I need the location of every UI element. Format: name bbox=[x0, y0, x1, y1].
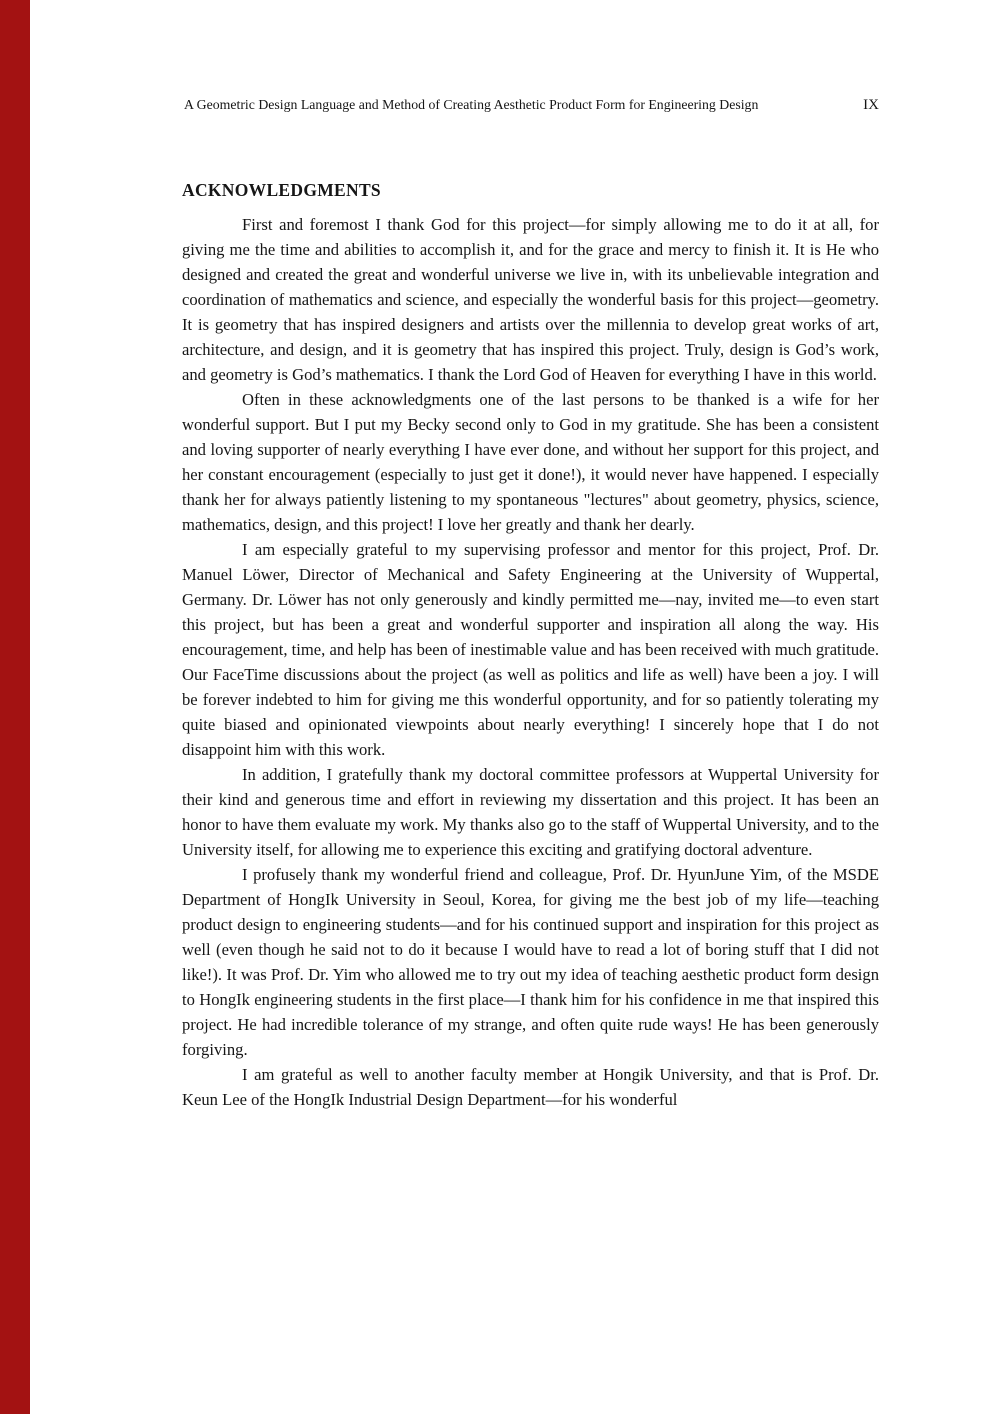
paragraph-4: In addition, I gratefully thank my doctoral committee professors at Wuppertal University for their kind and generous time and effort in reviewing my dissertation and this project. It has been an honor to have them evaluate my work. My thanks also go to the staff of Wuppertal University, and to the University itself, for allowing me to experience this exciting and gratifying doctoral adventure. bbox=[182, 765, 879, 859]
paragraph-5: I profusely thank my wonderful friend and colleague, Prof. Dr. HyunJune Yim, of the MSDE Department of HongIk University in Seoul, Korea, for giving me the best job of my life—teaching product design to engineering students—and for his continued support and inspiration for this project as well (even though he said not to do it because I would have to read a lot of boring stuff that I did not like!). It was Prof. Dr. Yim who allowed me to try out my idea of teaching aesthetic product form design to HongIk engineering students in the first place—I thank him for his confidence in me that inspired this project. He had incredible tolerance of my strange, and often quite rude ways! He has been generously forgiving. bbox=[182, 865, 879, 1059]
paragraph-6: I am grateful as well to another faculty member at Hongik University, and that is Prof. Dr. Keun Lee of the HongIk Industrial Design Department—for his wonderful bbox=[182, 1065, 879, 1109]
page-content bbox=[182, 0, 879, 1112]
paragraph-3: I am especially grateful to my supervising professor and mentor for this project, Prof. Dr. Manuel Löwer, Director of Mechanical and Safety Engineering at the University of Wuppertal, Germany. Dr. Löwer has not only generously and kindly permitted me—nay, invited me—to even start this project, but has been a great and wonderful supporter and inspiration all along the way. His encouragement, time, and help has been of inestimable value and has been received with much gratitude. Our FaceTime discussions about the project (as well as politics and life as well) have been a joy. I will be forever indebted to him for giving me this wonderful opportunity, and for so patiently tolerating my quite biased and opinionated viewpoints about nearly everything! I sincerely hope that I do not disappoint him with this work. bbox=[182, 540, 879, 759]
header-title: A Geometric Design Language and Method of Creating Aesthetic Product Form for Engineering Design bbox=[184, 97, 759, 112]
paragraph-2: Often in these acknowledgments one of the last persons to be thanked is a wife for her wonderful support. But I put my Becky second only to God in my gratitude. She has been a consistent and loving supporter of nearly everything I have ever done, and without her support for this project, and her constant encouragement (especially to just get it done!), it would never have happened. I especially thank her for always patiently listening to my spontaneous "lectures" about geometry, physics, science, mathematics, design, and this project! I love her greatly and thank her dearly. bbox=[182, 390, 879, 534]
left-margin-stripe bbox=[0, 0, 30, 1414]
section-heading: ACKNOWLEDGMENTS bbox=[182, 180, 381, 200]
paragraph-1: First and foremost I thank God for this project—for simply allowing me to do it at all, for giving me the time and abilities to accomplish it, and for the grace and mercy to finish it. It is He who designed and created the great and wonderful universe we live in, with its unbelievable integration and coordination of mathematics and science, and especially the wonderful basis for this project—geometry. It is geometry that has inspired designers and artists over the millennia to develop great works of art, architecture, and design, and it is geometry that has inspired this project. Truly, design is God’s work, and geometry is God’s mathematics. I thank the Lord God of Heaven for everything I have in this world. bbox=[182, 215, 879, 384]
running-header bbox=[182, 97, 879, 114]
page-number: IX bbox=[863, 97, 879, 113]
